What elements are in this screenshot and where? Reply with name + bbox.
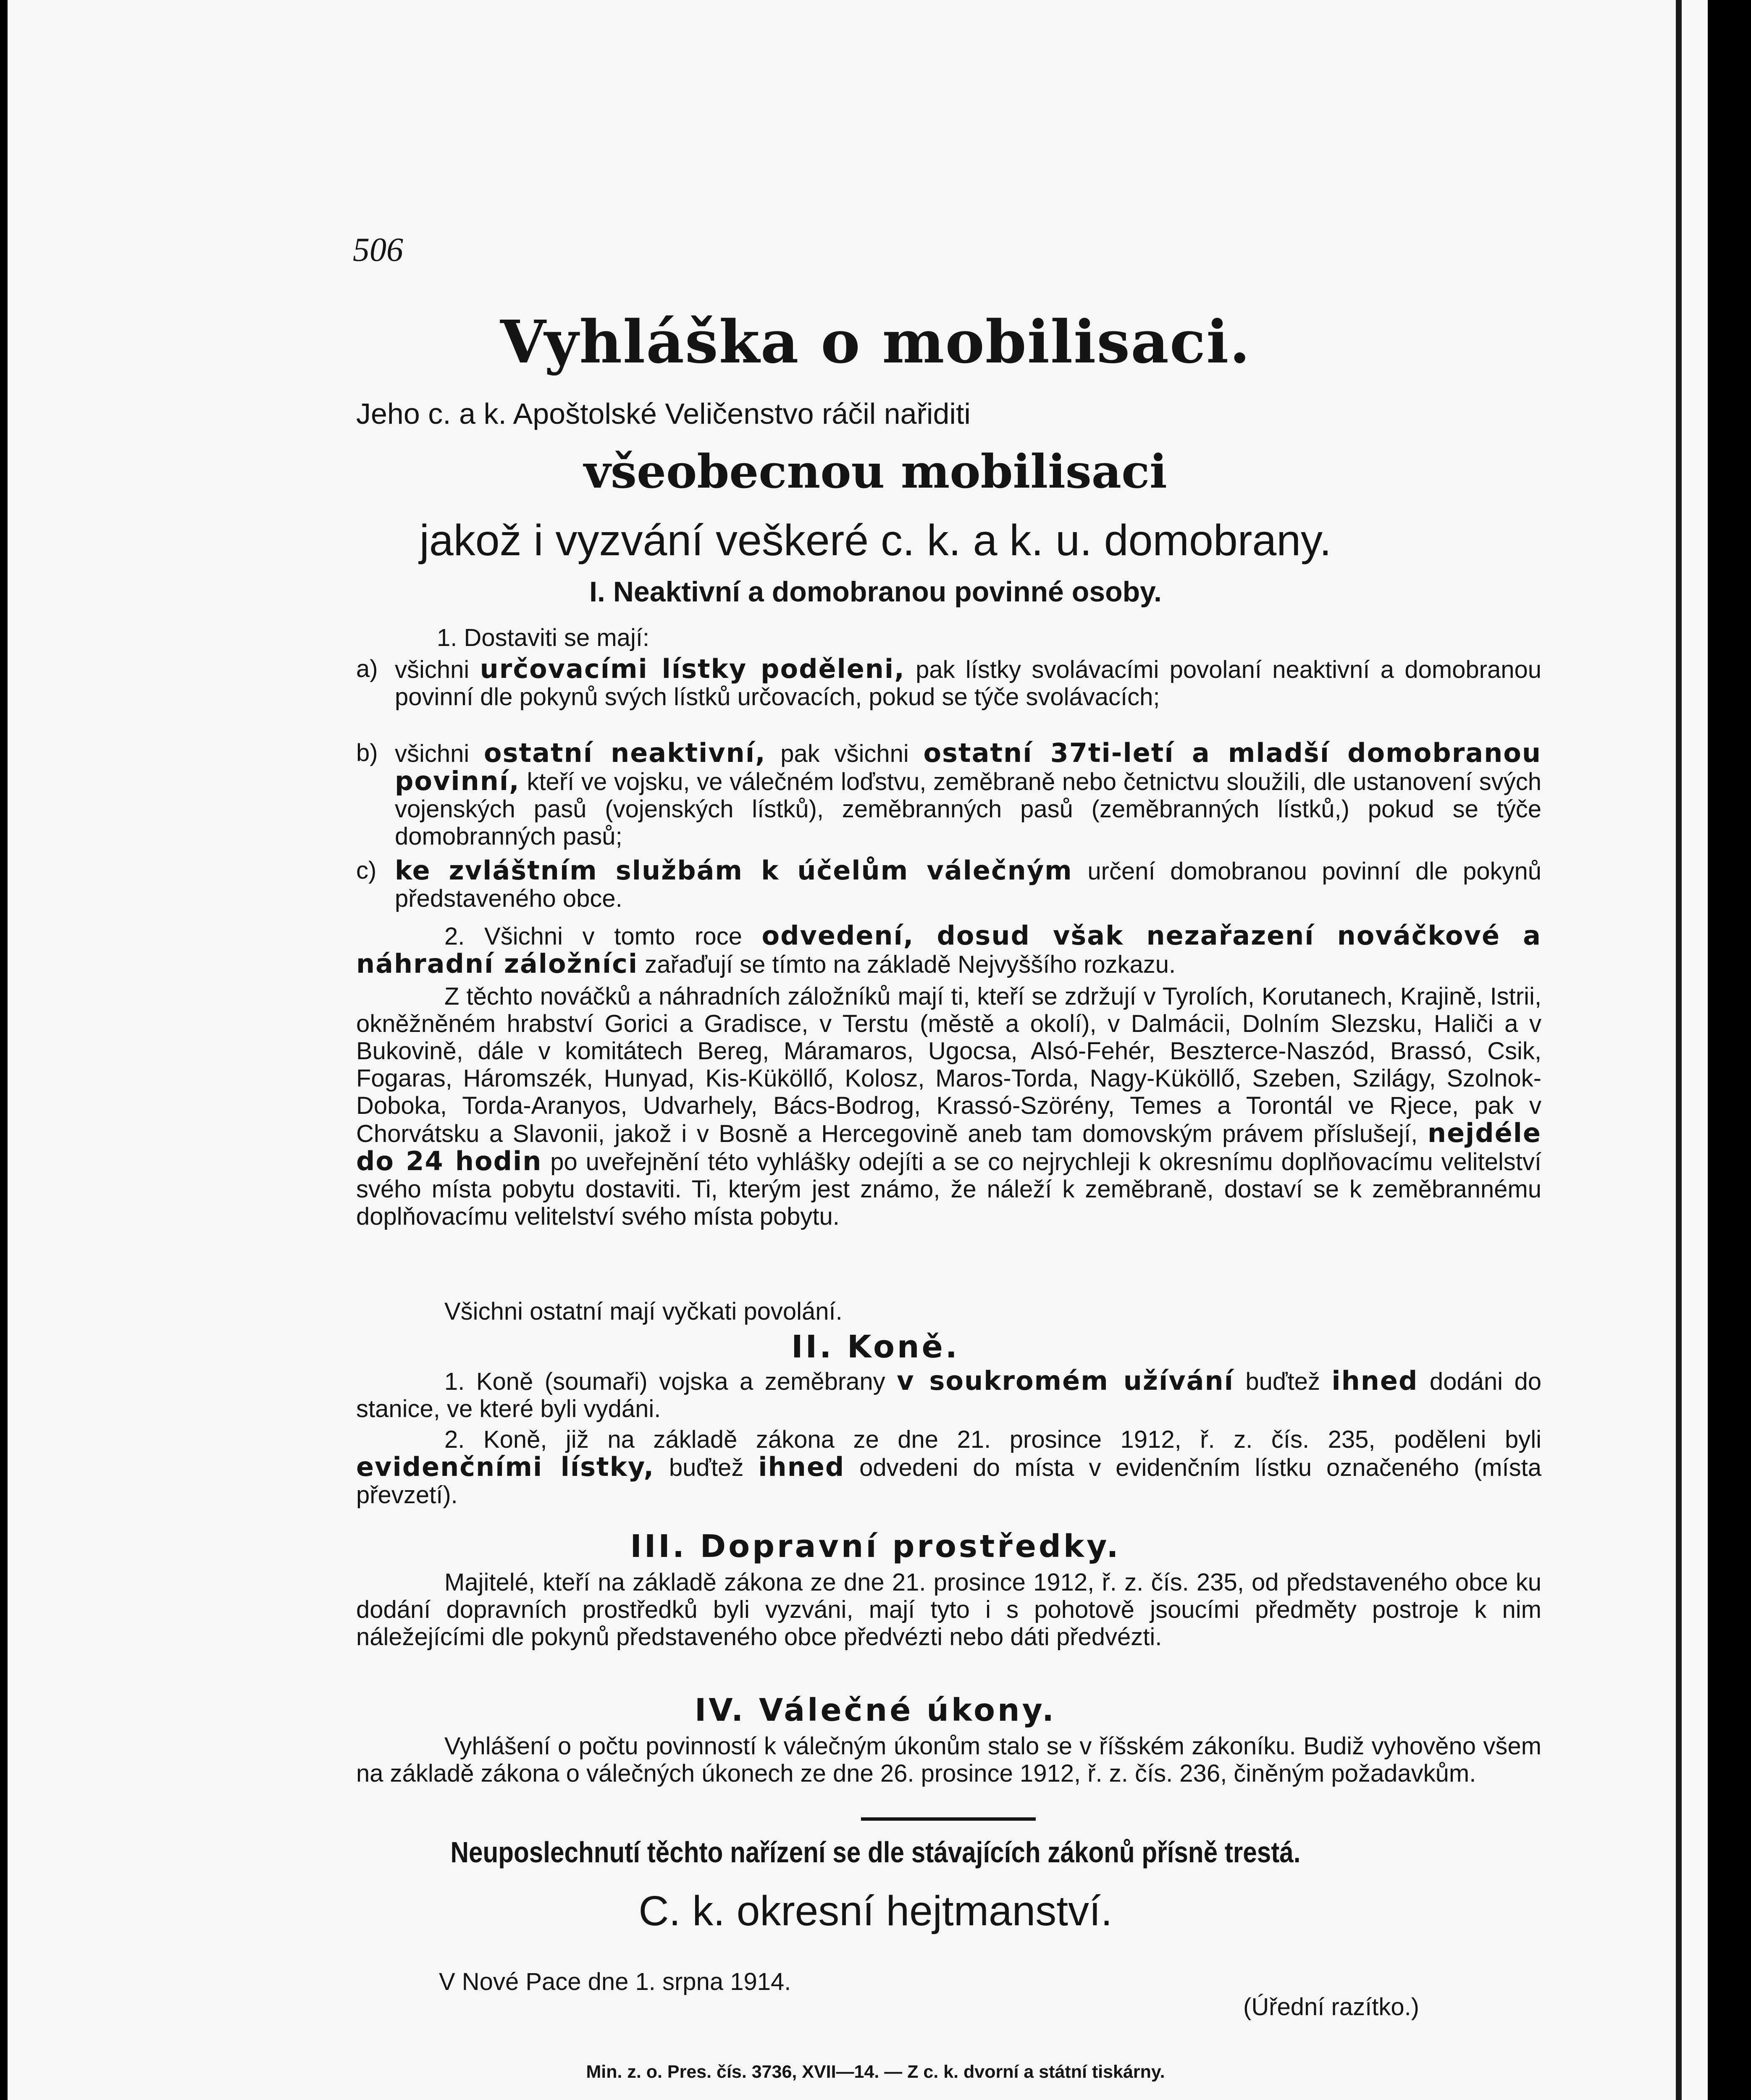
p2-text-1: 2. Všichni v tomto roce: [444, 923, 762, 950]
section-2-paragraph-1: [356, 1367, 1541, 1423]
s2p2-text-1: 2. Koně, již na základě zákona ze dne 21. prosince 1912, ř. z. čís. 235, poděleni byli: [444, 1426, 1541, 1453]
section-3-paragraph-1: Majitelé, kteří na základě zákona ze dne 21. prosince 1912, ř. z. čís. 235, od představeného obce ku dodání dopravních prostředků byli vyzváni, mají tyto i s pohotově jsoucími předměty postroje k nim náležejícími dle pokynů představeného obce předvézti nebo dáti předvézti.: [356, 1569, 1541, 1651]
item-b-letter: b): [356, 739, 378, 766]
section-1-paragraph-2: [356, 922, 1541, 978]
section-1-lead: 1. Dostaviti se mají:: [437, 624, 650, 651]
place-and-date: V Nové Pace dne 1. srpna 1914.: [439, 1968, 791, 1995]
item-c-paragraph: [395, 857, 1541, 912]
printer-imprint: Min. z. o. Pres. čís. 3736, XVII—14. — Z c. k. dvorní a státní tiskárny.: [586, 2062, 1165, 2082]
p2-bold-1: odvedení, dosud však nezařazení nováčkové a náhradní záložníci: [356, 920, 1541, 979]
section-4-heading: IV. Válečné úkony.: [694, 1692, 1057, 1728]
page-title: Vyhláška o mobilisaci.: [500, 308, 1251, 377]
section-2-heading: II. Koně.: [791, 1329, 960, 1365]
item-b-paragraph: [395, 739, 1541, 850]
subtitle-general-mobilisation: všeobecnou mobilisaci: [584, 444, 1167, 499]
section-1-paragraph-4: Všichni ostatní mají vyčkati povolání.: [444, 1298, 843, 1325]
item-a-text-2: pak lístky svolávacími povolaní neaktivní a domobranou povinní dle pokynů svých lístků určovacích, pokud se týče svolávacích;: [395, 656, 1542, 711]
penalty-warning: Neuposlechnutí těchto nařízení se dle stávajících zákonů přísně trestá.: [450, 1836, 1301, 1869]
s2p2-text-2: buďtež: [654, 1454, 759, 1481]
p3-text-2: po uveřejnění této vyhlášky odejíti a se co nejrychleji k okresnímu doplňovacímu velitelství svého místa pobytu dostaviti. Ti, kterým jest známo, že náleží k zeměbraně, dostaví se k zeměbrannému doplňovacímu velitelství svého místa pobytu.: [356, 1148, 1541, 1230]
p3-text-1: Z těchto nováčků a náhradních záložníků mají ti, kteří se zdržují v Tyrolích, Korutanech, Krajině, Istrii, okněžněném hrabství Gorici a Gradisce, v Terstu (městě a okolí), v Dalmácii, Dolním Slezsku, Haliči a v Bukovině, dále v komitátech Bereg, Máramaros, Ugocsa, Alsó-Fehér, Beszterce-Naszód, Brassó, Csik, Fogaras, Háromszék, Hunyad, Kis-Küköllő, Kolosz, Maros-Torda, Nagy-Küköllő, Szeben, Szilágy, Szolnok-Doboka, Torda-Aranyos, Udvarhely, Bács-Bodrog, Krassó-Szörény, Temes a Torontál ve Rjece, pak v Chorvátsku a Slavonii, jakož i v Bosně a Hercegovině aneb tam domovským právem příslušejí,: [356, 983, 1541, 1147]
s2p1-bold-2: ihned: [1331, 1365, 1418, 1396]
item-c-letter: c): [356, 857, 377, 884]
item-b-text-1: všichni: [395, 740, 484, 767]
item-c-bold-1: ke zvláštním službám k účelům válečným: [395, 855, 1073, 886]
intro-line: Jeho c. a k. Apoštolské Veličenstvo ráčil nařiditi: [356, 397, 971, 430]
s2p2-text-3: odvedeni do místa v evidenčním lístku označeného (místa převzetí).: [356, 1454, 1541, 1509]
item-b-text-2: pak všichni: [766, 740, 924, 767]
s2p1-text-3: dodáni do stanice, ve které byli vydáni.: [356, 1368, 1541, 1423]
item-a-text-1: všichni: [395, 656, 480, 683]
p3-bold-1: nejdéle do 24 hodin: [356, 1118, 1541, 1176]
item-b-bold-2: ostatní 37ti-letí a mladší domobranou povinní,: [395, 738, 1542, 796]
s2p2-bold-2: ihned: [758, 1452, 845, 1482]
item-c-text-1: určení domobranou povinní dle pokynů představeného obce.: [395, 858, 1541, 912]
s2p1-bold-1: v soukromém užívání: [897, 1365, 1234, 1396]
divider-rule: [861, 1817, 1036, 1821]
issuing-office: C. k. okresní hejtmanství.: [638, 1887, 1113, 1935]
section-4-paragraph-1: Vyhlášení o počtu povinností k válečným úkonům stalo se v říšském zákoníku. Budiž vyhověno všem na základě zákona o válečných úkonech ze dne 26. prosince 1912, ř. z. čís. 236, činěným požadavkům.: [356, 1732, 1541, 1787]
section-2-paragraph-2: [356, 1426, 1541, 1509]
item-a-paragraph: [395, 655, 1541, 711]
item-b-bold-1: ostatní neaktivní,: [483, 738, 766, 768]
section-1-heading: I. Neaktivní a domobranou povinné osoby.: [589, 576, 1162, 608]
s2p1-text-2: buďtež: [1234, 1368, 1332, 1395]
item-b-text-3: kteří ve vojsku, ve válečném loďstvu, zeměbraně nebo četnictvu sloužili, dle ustanovení svých vojenských pasů (vojenských lístků), zeměbranných pasů (zeměbranných lístků,) pokud se týče domobranných pasů;: [395, 768, 1541, 850]
s2p2-bold-1: evidenčními lístky,: [356, 1452, 655, 1482]
p2-text-2: zařaďují se tímto na základě Nejvyššího rozkazu.: [638, 951, 1176, 978]
section-1-paragraph-3: [356, 983, 1541, 1230]
item-a-bold-1: určovacími lístky poděleni,: [480, 654, 905, 684]
section-3-heading: III. Dopravní prostředky.: [630, 1528, 1121, 1564]
page-number: 506: [353, 231, 403, 268]
s2p1-text-1: 1. Koně (soumaři) vojska a zeměbrany: [444, 1368, 897, 1395]
item-a-letter: a): [356, 655, 378, 682]
official-stamp-note: (Úřední razítko.): [1243, 1993, 1419, 2021]
subtitle-domobrana: jakož i vyzvání veškeré c. k. a k. u. domobrany.: [419, 516, 1332, 565]
